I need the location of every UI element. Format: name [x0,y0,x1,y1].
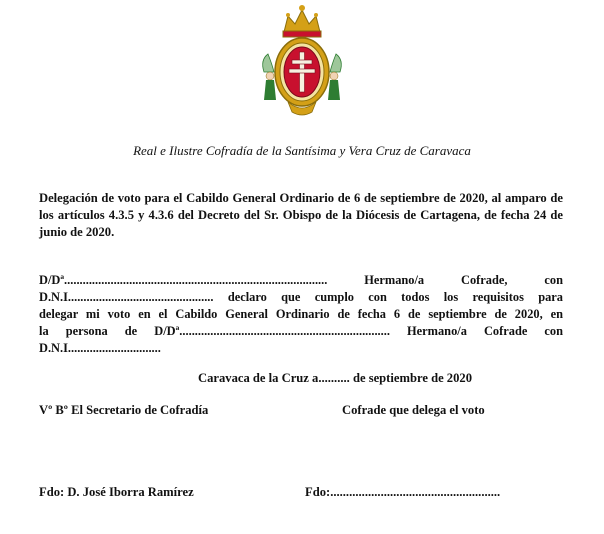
brotherhood-crest-icon [254,2,350,120]
delegate-name-line: D/Dª..................................................................................... Hermano/a Cofrade, con [39,273,563,287]
delegate-name-field[interactable]: D/Dª..................................................................................... [39,273,328,287]
crown-icon [283,5,321,37]
proxy-name-line[interactable]: la persona de D/Dª.................................................................... Hermano/a Cofrade con [39,324,563,338]
intro-paragraph: Delegación de voto para el Cabildo General Ordinario de 6 de septiembre de 2020, al amparo de los artículos 4.3.5 y 4.3.6 del Decreto del Sr. Obispo de la Diócesis de Cartagena, de fecha 24 de junio de 2020. [39,191,563,239]
delegating-member-label: Cofrade que delega el voto [342,403,485,417]
brotherhood-name: Real e Ilustre Cofradía de la Santísima y Vera Cruz de Caravaca [133,143,471,158]
delegation-clause-line: delegar mi voto en el Cabildo General Ordinario de fecha 6 de septiembre de 2020, en [39,307,563,321]
proxy-dni-line[interactable]: D.N.I.............................. [39,341,161,355]
member-signature-field[interactable]: Fdo:...................................................... [305,485,501,499]
secretary-label: Vº Bº El Secretario de Cofradía [39,403,209,417]
angel-left-icon [263,54,276,100]
place-date: Caravaca de la Cruz a.......... de septiembre de 2020 [198,371,472,385]
delegate-dni-line[interactable]: D.N.I............................................... declaro que cumplo con todos los requisitos para [39,290,563,304]
angel-right-icon [328,54,341,100]
secretary-signature: Fdo: D. José Iborra Ramírez [39,485,194,499]
delegation-form-text [39,272,563,357]
